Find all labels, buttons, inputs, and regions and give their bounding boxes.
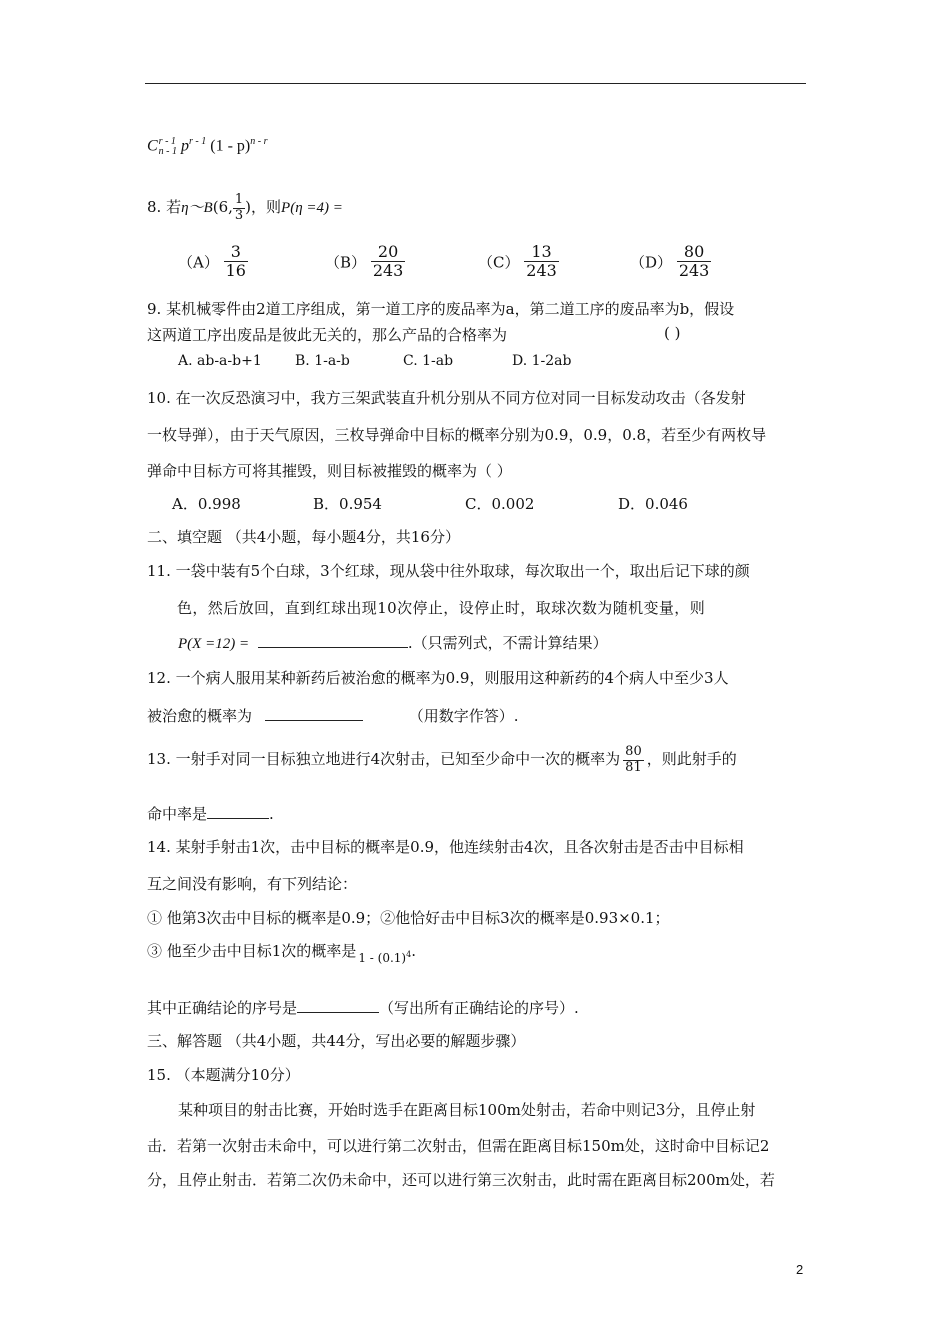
q14-line-5: [147, 997, 579, 1018]
formula-c-sup: r - 1: [158, 135, 176, 147]
q9-option-a: A. ab-a-b+1: [178, 353, 262, 369]
q13-line-1-b: ，则此射手的: [646, 750, 737, 768]
q8-option-d-frac: [677, 243, 712, 281]
q8-b-close: ): [245, 198, 252, 216]
q11-line-3: [178, 632, 608, 653]
q8-option-b: [325, 243, 405, 281]
q8-frac-num: 1: [234, 191, 244, 207]
q8-option-d-label: （D）: [630, 253, 673, 272]
q14-line-4-b: .: [411, 942, 416, 960]
q8-option-d-num: 80: [683, 242, 705, 261]
q14-line-4: [147, 940, 416, 965]
q8-option-b-label: （B）: [325, 253, 367, 272]
q11-line-1: 11. 一袋中装有5个白球，3个红球，现从袋中往外取球，每次取出一个，取出后记下球的颜: [147, 562, 750, 580]
q8-option-b-den: 243: [372, 261, 404, 281]
formula-c: C: [147, 137, 158, 155]
question-8: [147, 188, 343, 227]
q10-line-3: 弹命中目标方可将其摧毁，则目标被摧毁的概率为（ ）: [147, 462, 512, 480]
formula-rest-sup: n - r: [250, 136, 268, 147]
page-number: 2: [796, 1262, 804, 1277]
q10-option-c: C．0.002: [465, 495, 535, 513]
q14-answer-blank[interactable]: [297, 1011, 379, 1013]
q14-line-3: ① 他第3次击中目标的概率是0.9；②他恰好击中目标3次的概率是0.93×0.1；: [147, 909, 670, 927]
q8-option-c-den: 243: [526, 261, 557, 281]
q10-line-1: 10. 在一次反恐演习中，我方三架武装直升机分别从不同方位对同一目标发动攻击（各发射: [147, 389, 746, 407]
q12-answer-blank[interactable]: [265, 719, 363, 721]
header-rule: [145, 83, 806, 84]
q9-line-2: 这两道工序出废品是彼此无关的，那么产品的合格率为: [147, 326, 508, 344]
q12-line-2: [147, 705, 519, 726]
q8-option-b-frac: [371, 243, 406, 281]
q13-line-2-a: 命中率是: [147, 805, 208, 823]
q8-option-a-den: 16: [225, 261, 246, 281]
q12-line-1: 12. 一个病人服用某种新药后被治愈的概率为0.9，则服用这种新药的4个病人中至少3人: [147, 669, 729, 687]
q8-fraction: [233, 193, 245, 224]
q13-line-1-a: 13. 一射手对同一目标独立地进行4次射击，已知至少命中一次的概率为: [147, 750, 621, 768]
binomial-formula: [147, 136, 267, 157]
q13-fraction: [623, 745, 644, 776]
q8-option-b-num: 20: [377, 242, 399, 261]
q9-line-1: 9. 某机械零件由2道工序组成，第一道工序的废品率为a，第二道工序的废品率为b，假设: [147, 300, 735, 318]
q9-option-c: C. 1-ab: [403, 353, 454, 369]
formula-c-sub: n - 1: [158, 145, 178, 157]
q8-b-open: (6,: [212, 198, 233, 216]
q8-eta: η～: [181, 200, 204, 216]
q8-option-a-label: （A）: [178, 253, 219, 272]
q14-expr-sup: 4: [406, 950, 412, 959]
q8-mid: ，则: [251, 198, 282, 216]
q10-option-a: A．0.998: [172, 495, 241, 513]
q8-option-c: [478, 243, 559, 281]
q9-option-b: B. 1-a-b: [295, 353, 350, 369]
q11-line-2: 色，然后放回，直到红球出现10次停止，设停止时，取球次数为随机变量，则: [177, 599, 706, 617]
q12-line-2-b: （用数字作答）.: [408, 707, 519, 725]
q14-line-2: 互之间没有影响，有下列结论：: [147, 875, 358, 893]
section-2-heading: 二、填空题 （共4小题，每小题4分，共16分）: [147, 528, 460, 546]
q15-heading: 15. （本题满分10分）: [147, 1066, 300, 1084]
q14-line-5-a: 其中正确结论的序号是: [147, 999, 298, 1017]
q13-line-2: [147, 803, 274, 824]
q13-line-1: [147, 738, 737, 780]
q11-answer-blank[interactable]: [258, 646, 408, 648]
q10-option-d: D．0.046: [618, 495, 688, 513]
q13-frac-num: 80: [625, 743, 642, 759]
q8-option-d-den: 243: [678, 261, 710, 281]
q14-line-4-a: ③ 他至少击中目标1次的概率是: [147, 942, 357, 960]
q8-option-c-frac: [524, 243, 559, 281]
q15-line-3: 分，且停止射击．若第二次仍未命中，还可以进行第三次射击，此时需在距离目标200m处，若: [147, 1171, 775, 1189]
q8-option-c-num: 13: [531, 242, 552, 261]
formula-p-sup: r - 1: [189, 136, 207, 147]
q11-tail: .（只需列式，不需计算结果）: [407, 634, 608, 652]
q15-line-1: 某种项目的射击比赛，开始时选手在距离目标100m处射击，若命中则记3分，且停止射: [178, 1101, 756, 1119]
q13-frac-den: 81: [625, 759, 642, 775]
q10-line-2: 一枚导弹），由于天气原因，三枚导弹命中目标的概率分别为0.9，0.9，0.8，若至少有两枚导: [147, 426, 767, 444]
q8-option-a-num: 3: [230, 242, 241, 261]
formula-rest: (1 - p): [210, 137, 251, 155]
q13-line-2-b: .: [269, 805, 274, 823]
q14-line-1: 14. 某射手射击1次，击中目标的概率是0.9，他连续射击4次，且各次射击是否击中目标相: [147, 838, 744, 856]
formula-p: p: [181, 137, 190, 155]
q9-option-d: D. 1-2ab: [512, 353, 572, 369]
q14-line-5-b: （写出所有正确结论的序号）.: [379, 999, 579, 1017]
q12-line-2-a: 被治愈的概率为: [147, 707, 253, 725]
q8-p-expr: P(η =4) =: [281, 200, 343, 216]
q11-expr: P(X =12) =: [178, 636, 250, 652]
section-3-heading: 三、解答题 （共4小题，共44分，写出必要的解题步骤）: [147, 1032, 526, 1050]
q8-prefix: 8. 若: [147, 198, 182, 216]
q14-expr: 1 - (0.1): [358, 951, 407, 965]
q8-option-d: [630, 243, 711, 281]
q15-line-2: 击．若第一次射击未命中，可以进行第二次射击，但需在距离目标150m处，这时命中目标记2: [147, 1137, 770, 1155]
q14-line-4-expr: [358, 951, 411, 965]
q8-option-a: [178, 243, 248, 281]
q8-b: B: [203, 200, 213, 216]
q8-option-a-frac: [224, 243, 248, 281]
q13-answer-blank[interactable]: [207, 817, 269, 819]
q8-frac-den: 3: [234, 207, 244, 223]
q10-option-b: B．0.954: [313, 495, 382, 513]
q8-option-c-label: （C）: [478, 253, 520, 272]
q9-answer-paren: ( ): [664, 324, 681, 342]
